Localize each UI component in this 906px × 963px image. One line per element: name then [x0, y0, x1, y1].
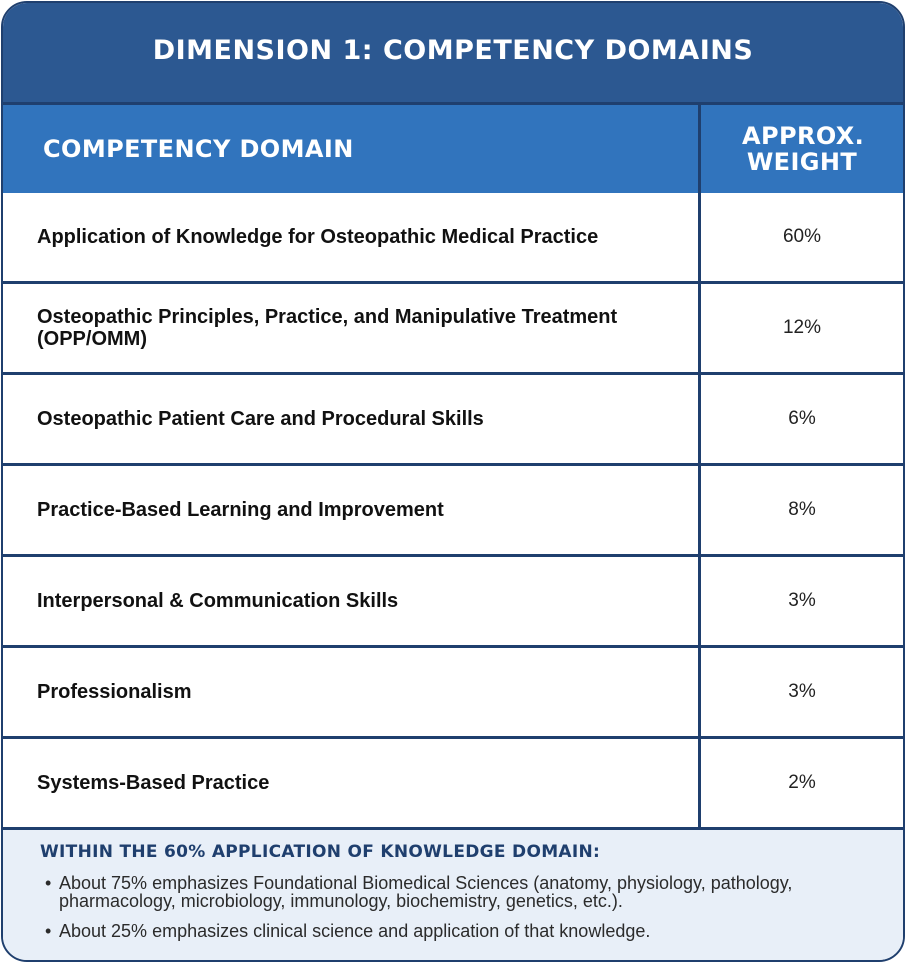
domain-weight: 12% [782, 317, 822, 338]
list-item [3, 874, 903, 910]
page-title: DIMENSION 1: COMPETENCY DOMAINS [152, 35, 754, 66]
column-header-weight-label: APPROX. WEIGHT [742, 122, 865, 176]
knowledge-domain-notes [3, 830, 903, 960]
table-row [3, 375, 903, 466]
domain-name: Professionalism [37, 681, 192, 703]
table-row [3, 466, 903, 557]
competency-domains-card [1, 1, 905, 962]
domain-weight: 8% [788, 499, 816, 520]
domain-name: Osteopathic Principles, Practice, and Manipulative Treatment (OPP/OMM) [37, 306, 618, 350]
notes-heading: WITHIN THE 60% APPLICATION OF KNOWLEDGE DOMAIN: [40, 842, 601, 862]
list-item [3, 922, 903, 940]
table-row [3, 193, 903, 284]
column-header-weight [701, 105, 903, 193]
table-header-row [3, 105, 903, 196]
note-text: About 75% emphasizes Foundational Biomedical Sciences (anatomy, physiology, pathology, pharmacology, microbiology, immunology, biochemistry, genetics, etc.). [59, 873, 793, 911]
domain-weight: 2% [788, 772, 816, 793]
domain-name: Application of Knowledge for Osteopathic Medical Practice [37, 226, 599, 248]
table-row [3, 284, 903, 375]
table-body [3, 193, 903, 830]
notes-list [3, 874, 903, 952]
domain-name: Osteopathic Patient Care and Procedural Skills [37, 408, 484, 430]
domain-weight: 3% [788, 681, 816, 702]
domain-name: Practice-Based Learning and Improvement [37, 499, 444, 521]
table-row [3, 648, 903, 739]
domain-weight: 3% [788, 590, 816, 611]
domain-name: Systems-Based Practice [37, 772, 270, 794]
bullet-icon: • [45, 921, 52, 941]
column-header-domain: COMPETENCY DOMAIN [43, 135, 354, 163]
domain-weight: 6% [788, 408, 816, 429]
bullet-icon: • [45, 873, 52, 893]
title-bar [3, 3, 903, 105]
table-row [3, 557, 903, 648]
domain-name: Interpersonal & Communication Skills [37, 590, 399, 612]
table-row [3, 739, 903, 830]
domain-weight: 60% [782, 226, 822, 247]
note-text: About 25% emphasizes clinical science and application of that knowledge. [59, 921, 651, 941]
